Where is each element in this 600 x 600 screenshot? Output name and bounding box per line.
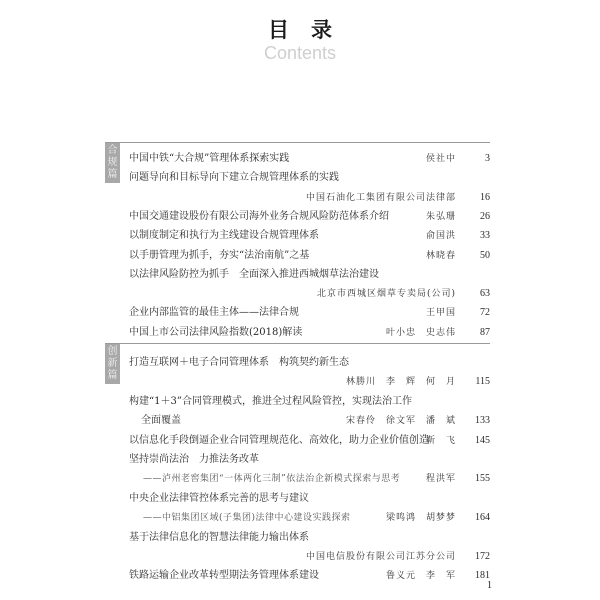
toc-entry-author: 叶小忠 史志伟 [385,327,456,338]
toc-entry-title: 基于法律信息化的智慧法律能力输出体系 [129,531,309,543]
toc-entry-title: 中国交通建设股份有限公司海外业务合规风险防范体系介绍 [129,210,389,222]
toc-entry-author: 宋春伶 徐文军 潘 斌 [345,416,456,427]
page-number: 1 [487,580,492,591]
toc-entry[interactable] [129,247,490,265]
section-tab-char: 新 [107,358,118,369]
section-tab-char: 合 [107,145,118,156]
toc-entry-page: 33 [480,230,490,242]
toc-entry-author: 梁鸣鸿 胡梦梦 [385,513,456,524]
toc-entry-title: 中国中铁“大合规”管理体系探索实践 [129,153,290,164]
toc-entry-title: 以法律风险防控为抓手 全面深入推进西城烟草法治建设 [129,268,379,280]
toc-entry-title: 企业内部监管的最佳主体——法律合规 [129,307,299,319]
toc-entry-title: 中央企业法律管控体系完善的思考与建议 [129,492,309,504]
toc-entry-page: 115 [475,376,490,388]
toc-entry-page: 87 [480,326,490,338]
toc-entry-page: 133 [475,415,490,427]
toc-entry-title: 以信息化手段倒逼企业合同管理规范化、高效化，助力企业价值创造 [129,434,429,446]
toc-entry-page: 50 [480,249,490,261]
section-tab [105,344,120,384]
toc-entry-page: 16 [480,191,490,203]
toc-entry[interactable] [129,490,490,508]
toc-entry-title: 全面覆盖 [141,415,181,427]
toc-entry[interactable] [129,373,490,391]
section-divider [105,343,490,344]
toc-entry-page: 155 [475,473,490,485]
toc-entry-author: 林晓春 [425,250,456,261]
toc-entry[interactable] [129,324,490,342]
toc-entry-title: 构建“1＋3”合同管理模式，推进全过程风险管控，实现法治工作 [129,395,412,407]
toc-entry[interactable] [129,304,490,322]
toc-entry[interactable] [129,150,490,168]
toc-entry-page: 63 [480,288,490,300]
toc-entry[interactable] [129,509,490,527]
toc-entry-page: 164 [475,512,490,524]
toc-entry[interactable] [129,354,490,372]
toc-entry-page: 145 [475,434,490,446]
toc-entry-page: 181 [475,570,490,582]
toc-entry-author: 俞国洪 [425,231,456,242]
page-title: 目录 [268,18,354,42]
toc-entry[interactable] [129,567,490,585]
toc-entry-author: 朱弘珊 [425,211,456,222]
toc-entry-title: 问题导向和目标导向下建立合规管理体系的实践 [129,172,339,184]
toc-entry[interactable] [129,285,490,303]
toc-entry-title: 中国上市公司法律风险指数(2018)解读 [129,326,303,338]
toc-entry-title: 铁路运输企业改革转型期法务管理体系建设 [129,570,319,582]
toc-entry[interactable] [129,266,490,284]
page-subtitle: Contents [263,43,337,63]
section-divider [105,142,490,143]
toc-entry[interactable] [129,412,490,430]
toc-entry[interactable] [129,169,490,187]
toc-entry-title: 坚持崇尚法治 力推法务改革 [129,454,259,465]
toc-entry-title: 打造互联网＋电子合同管理体系 构筑契约新生态 [129,357,349,368]
toc-entry[interactable] [129,470,490,488]
toc-entry[interactable] [129,451,490,469]
toc-entry-author: 鲁义元 李 军 [385,571,456,582]
toc-entry-author: 侯社中 [425,154,456,164]
toc-entry-author: 中国石油化工集团有限公司法律部 [305,192,456,203]
toc-entry-page: 72 [480,307,490,319]
section-tab-char: 规 [107,157,118,168]
toc-entry-page: 26 [480,210,490,222]
toc-entry-author: 靳 飞 [425,435,456,446]
toc-entry-author: 林勝川 李 辉 何 月 [345,377,456,388]
section-tab [105,143,120,183]
toc-entry[interactable] [129,529,490,547]
toc-entry-subtitle: ——中铝集团区域(子集团)法律中心建设实践探索 [143,513,351,524]
toc-entry-author: 程洪军 [425,474,456,485]
section-tab-char: 篇 [107,169,118,180]
toc-entry[interactable] [129,393,490,411]
toc-entry-title: 以手册管理为抓手，夯实“法治南航”之基 [129,249,310,261]
toc-entry-subtitle: ——泸州老窖集团“一体两化三制”依法治企新模式探索与思考 [143,474,401,485]
toc-entry-author: 中国电信股份有限公司江苏分公司 [305,552,456,562]
section-innovation [105,343,490,583]
section-tab-char: 创 [107,346,118,357]
toc-entry[interactable] [129,189,490,207]
toc-entry[interactable] [129,432,490,450]
toc-entry-author: 北京市西城区烟草专卖局(公司) [316,289,456,300]
section-tab-char: 篇 [107,370,118,381]
toc-entry-page: 3 [485,153,490,164]
toc-entry-title: 以制度制定和执行为主线建设合规管理体系 [129,230,319,242]
toc-entry[interactable] [129,227,490,245]
toc-entry-page: 172 [475,551,490,562]
section-compliance [105,142,490,338]
toc-entry[interactable] [129,548,490,566]
toc-entry[interactable] [129,208,490,226]
toc-entry-author: 王甲国 [425,308,456,319]
